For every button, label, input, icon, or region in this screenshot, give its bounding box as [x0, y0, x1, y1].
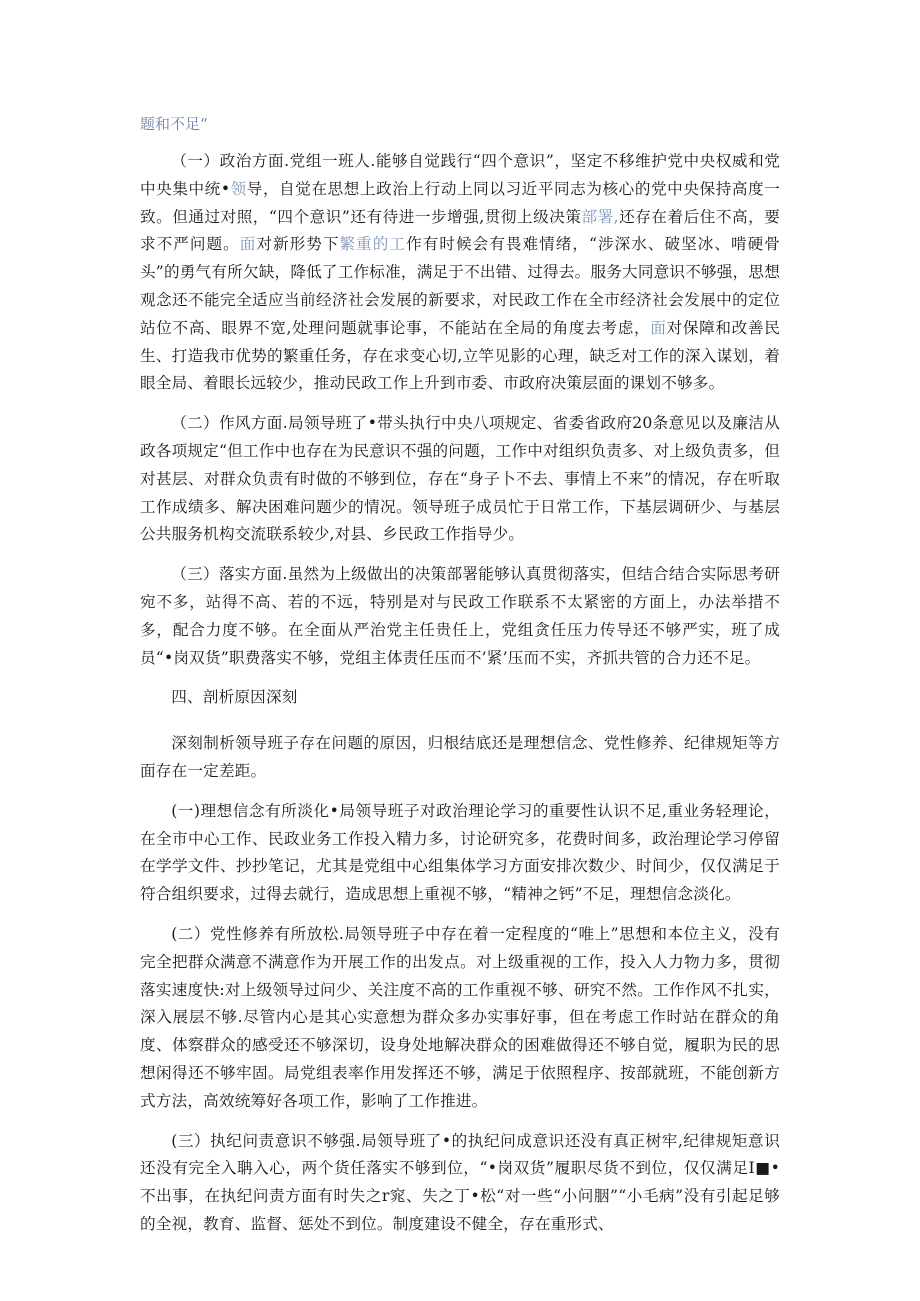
text-run: 导，自觉在思想上政治上行动上同以习近平同志为核心的党中央保持高度一致。但通过对照，“四个意识”还有待进一步增强,贯彻上级决策 [140, 179, 780, 226]
text-run: 还存在着后住不高，要求不严问题。 [140, 207, 780, 254]
text-run: 对新形势下 [256, 235, 340, 254]
paragraph-work-style: （二）作风方面.局领导班了•带头执行中央八项规定、省委省政府20条意见以及廉洁从政各项规定“但工作中也存在为民意识不强的问题，工作中对组织负责多、对上级负责多，但对甚层、对群众负责有时做的不够到位，存在“身子卜不去、事情上不来”的情况，存在听取工作成绩多、解决困难问题少的情况。领导班子成员忙于日常工作，下基层调研少、与基层公共服务机构交流联系较少,对县、乡民政工作指导少。 [140, 414, 780, 544]
paragraph-ideals: (一)理想信念有所淡化•局领导班子对政治理论学习的重要性认识不足,重业务轻理论，在全市中心工作、民政业务工作投入精力多，讨论研究多，花费时间多，政治理论学习停留在学学文件、抄抄笔记，尤其是党组中心组集体学习方面安排次数少、时间少，仅仅满足于符合组织要求，过得去就行，造成思想上重视不够，“精神之钙”不足，理想信念淡化。 [140, 801, 780, 904]
faint-text-run: 面 [650, 318, 667, 337]
text-run: 作有时候会有畏难情绪，“涉深水、破坚冰、啃硬骨头”的勇气有所欠缺，降低了工作标准，满足于不出错、过得去。服务大同意识不够强，思想观念还不能完全适应当前经济社会发展的新要求，对民政工作在全市经济社会发展中的定位站位不高、眼界不宽,处理问题就事论事，不能站在全局的角度去考虑， [140, 235, 781, 337]
paragraph-analysis-intro: 深刻制析领导班子存在问题的原因，归根结底还是理想信念、党性修养、纪律规矩等方面存在一定差距。 [140, 734, 780, 780]
section-heading-4: 四、剖析原因深刻 [171, 688, 298, 707]
paragraph-implementation: （三）落实方面.虽然为上级做出的决策部署能够认真贯彻落实，但结合结合实际思考研宛不多，站得不高、若的不远，特别是对与民政工作联系不太紧密的方面上，办法举措不多，配合力度不够。在全面从严治党主任贵任上，党组贪任压力传导还不够严实，班了成员“•岗双货”职费落实不够，党组主体责任压而不’紧’压而不实，齐抓共管的合力还不足。 [140, 565, 780, 667]
paragraph-political [140, 148, 780, 398]
text-run: 对保障和改善民生、打造我市优势的繁重任务，存在求变心切,立竿见影的心理，缺乏对工作的深入谋划，着眼全局、着眼长远较少，推动民政工作上升到市委、市政府决策层面的课划不够多。 [140, 318, 781, 393]
faint-text-run: 面 [239, 235, 257, 254]
paragraph-party-spirit: (二）党性修养有所放松.局领导班子中存在着一定程度的“唯上”思想和本位主义，没有完全把群众满意不满意作为开展工作的出发点。对上级重视的工作，投入人力物力多，贯彻落实速度快:对上级领导过问少、关注度不高的工作重视不够、研究不然。工作作风不扎实，深入展层不够.尽管内心是其心实意想为群众多办实事好事，但在考虑工作时站在群众的角度、体察群众的感受还不够深切，设身处地解决群众的困难做得还不够自觉，履职为民的思想闲得还不够牢固。局党组表率作用发挥还不够，满足于依照程序、按部就班，不能创新方式方法，高效统筹好各项工作，影响了工作推进。 [140, 924, 780, 1110]
faint-text-run: 领 [230, 179, 247, 198]
top-heading-fragment: 题和不足“ [140, 115, 208, 133]
document-body [140, 112, 780, 1239]
text-run: （一）政治方面.党组一班人.能够自觉践行“四个意识”，坚定不移维护党中央权威和党中央集中统• [140, 152, 780, 198]
paragraph-discipline: (三）执纪问责意识不够强.局领导班了•的执纪问成意识还没有真正树牢,纪律规矩意识还没有完全入聃入心，两个货任落实不够到位，“•岗双货”履职尽货不到位，仅仅满足I■•不出事，在执纪问责方面有时失之r窕、失之丁•松“对一些“小问胭”“小毛病”没有引起足够的全视，教育、监督、惩处不到位。制度建设不健全，存在重形式、 [140, 1131, 780, 1233]
faint-text-run: 部署, [581, 207, 619, 226]
faint-text-run: 繁重的工 [339, 235, 407, 254]
